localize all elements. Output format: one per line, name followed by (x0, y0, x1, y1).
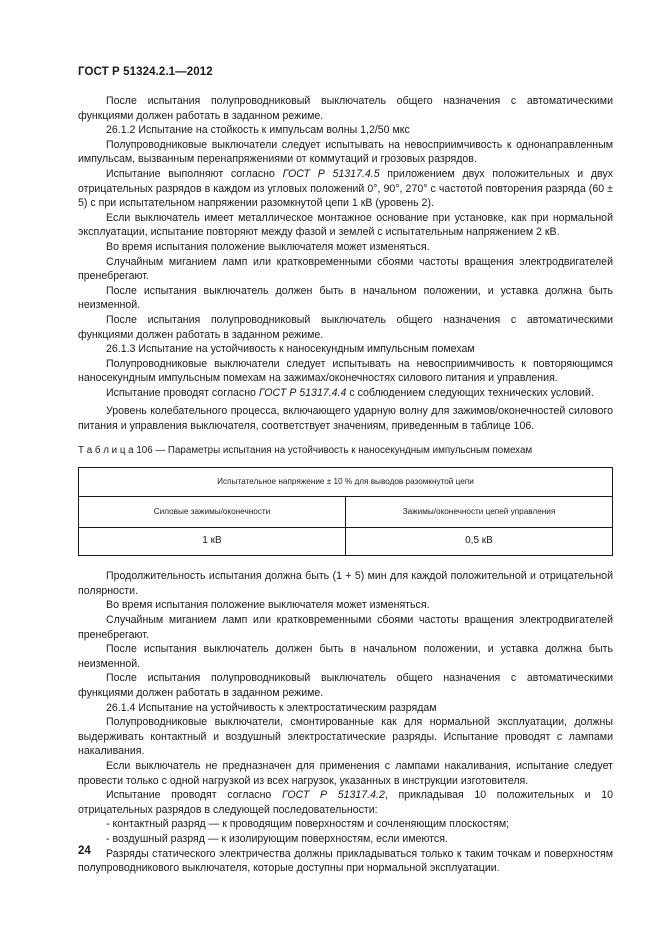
column-header-power: Силовые зажимы/оконечности (79, 497, 346, 528)
list-item: - контактный разряд — к проводящим поверхностям и сочленяющим плоскостям; (106, 818, 510, 831)
paragraph: После испытания полупроводниковый выключатель общего назначения с автоматическими функциями должен работать в заданном режиме. (78, 313, 613, 341)
table-caption: Т а б л и ц а 106 — Параметры испытания на устойчивость к наносекундным импульсным помехам (78, 444, 533, 456)
list-item: - воздушный разряд — к изолирующим поверхностям, если имеются. (106, 832, 448, 845)
paragraph: Испытание выполняют согласно ГОСТ Р 51317.4.5 приложением двух положительных и двух отрицательных разрядов в каждом из угловых положений 0°, 90°, 270° с частотой повторения разряда (60 ± 5) с при испытательном напряжении разомкнутой цепи 1 кВ (уровень 2). (78, 167, 613, 210)
standard-reference: ГОСТ Р 51317.4.4 (258, 386, 347, 399)
section-heading: 26.1.2 Испытание на стойкость к импульсам волны 1,2/50 мкс (106, 124, 410, 137)
paragraph: Во время испытания положение выключателя может изменяться. (106, 599, 430, 612)
parameters-table (78, 467, 613, 556)
table-header: Испытательное напряжение ± 10 % для выводов разомкнутой цепи (79, 468, 613, 497)
document-header: ГОСТ Р 51324.2.1—2012 (78, 66, 213, 78)
paragraph: Случайным миганием ламп или кратковременными сбоями частоты вращения электродвигателей пренебрегают. (78, 255, 613, 283)
page-number: 24 (78, 845, 91, 857)
paragraph: Во время испытания положение выключателя может изменяться. (106, 240, 430, 253)
paragraph: Испытание проводят согласно ГОСТ Р 51317.4.4 с соблюдением следующих технических условий. (106, 386, 594, 399)
paragraph: После испытания полупроводниковый выключатель общего назначения с автоматическими функциями должен работать в заданном режиме. (78, 95, 613, 122)
paragraph: Полупроводниковые выключатели следует испытывать на невосприимчивость к однонаправленным импульсам, вызванным перенапряжениями от коммутаций и грозовых разрядов. (78, 138, 613, 166)
paragraph: Испытание проводят согласно ГОСТ Р 51317.4.2, прикладывая 10 положительных и 10 отрицательных разрядов в следующей последовательности: (78, 789, 613, 816)
paragraph: После испытания выключатель должен быть в начальном положении, и уставка должна быть неизменной. (78, 643, 613, 670)
text-section-b (78, 569, 613, 875)
document-body (78, 94, 613, 876)
standard-reference: ГОСТ Р 51317.4.5 (282, 167, 380, 180)
paragraph: Уровень колебательного процесса, включающего ударную волну для зажимов/оконечностей силового питания и управления выключателя, соответствует значениям, приведенным в таблице 106. (78, 405, 613, 433)
paragraph: Случайным миганием ламп или кратковременными сбоями частоты вращения электродвигателей пренебрегают. (78, 614, 613, 641)
section-heading: 26.1.4 Испытание на устойчивость к электростатическим разрядам (106, 701, 437, 714)
paragraph: После испытания выключатель должен быть в начальном положении, и уставка должна быть неизменной. (78, 284, 613, 312)
paragraph: Если выключатель имеет металлическое монтажное основание при установке, как при нормальной эксплуатации, испытание повторяют между фазой и землей с испытательным напряжением 2 кВ. (78, 211, 613, 239)
paragraph: Продолжительность испытания должна быть (1 + 5) мин для каждой положительной и отрицательной полярности. (78, 570, 613, 597)
paragraph: Полупроводниковые выключатели следует испытывать на невосприимчивость к повторяющимся наносекундным импульсным помехам на зажимах/оконечностях силового питания и управления. (78, 357, 613, 385)
text-section-a (78, 94, 613, 434)
paragraph: Разряды статического электричества должны прикладываться только к таким точкам и поверхностям полупроводникового выключателя, которые доступны при нормальной эксплуатации. (78, 847, 613, 875)
standard-reference: ГОСТ Р 51317.4.2 (281, 789, 385, 802)
section-heading: 26.1.3 Испытание на устойчивость к наносекундным импульсным помехам (106, 343, 475, 356)
table-cell-control-voltage: 0,5 кВ (346, 528, 613, 556)
paragraph: Полупроводниковые выключатели, смонтированные как для нормальной эксплуатации, должны выдерживать контактный и воздушный электростатические разряды. Испытание проводят с лампами накаливания. (78, 716, 613, 758)
paragraph: После испытания полупроводниковый выключатель общего назначения с автоматическими функциями должен работать в заданном режиме. (78, 672, 613, 699)
paragraph: Если выключатель не предназначен для применения с лампами накаливания, испытание следует провести только с одной нагрузкой из всех нагрузок, указанных в инструкции изготовителя. (78, 759, 613, 787)
column-header-control: Зажимы/оконечности цепей управления (346, 497, 613, 528)
table-cell-power-voltage: 1 кВ (79, 528, 346, 556)
